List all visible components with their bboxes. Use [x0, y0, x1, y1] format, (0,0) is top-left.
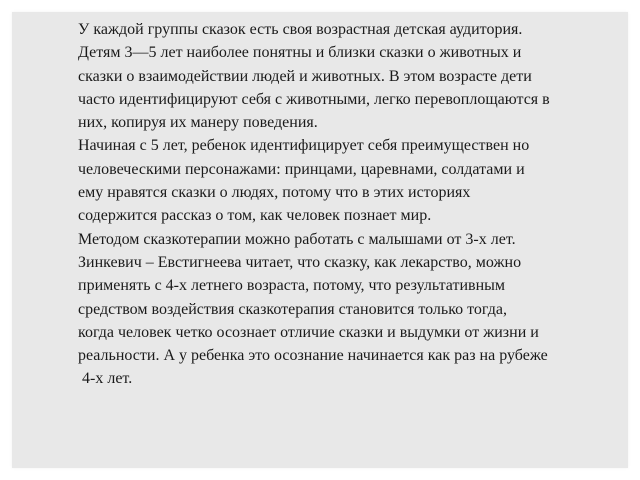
text-line-8: ему нравятся сказки о людях, потому что в этих историях	[78, 184, 471, 202]
text-line-5: них, копируя их манеру поведения.	[78, 114, 318, 132]
text-line-3: сказки о взаимодействии людей и животных. В этом возрасте дети	[78, 67, 532, 85]
text-line-6: Начиная с 5 лет, ребенок идентифицирует себя преимуществен но	[78, 137, 530, 155]
text-line-9: содержится рассказ о том, как человек познает мир.	[78, 207, 432, 225]
text-line-10: Методом сказкотерапии можно работать с малышами от 3-х лет.	[78, 230, 516, 248]
text-line-7: человеческими персонажами: принцами, царевнами, солдатами и	[78, 160, 525, 178]
text-line-16: 4-х лет.	[82, 370, 133, 388]
text-line-12: применять с 4-х летнего возраста, потому, что результативным	[78, 277, 506, 295]
text-line-14: когда человек четко осознает отличие сказки и выдумки от жизни и	[78, 323, 539, 341]
text-line-15: реальности. А у ребенка это осознание начинается как раз на рубеже	[78, 347, 548, 365]
text-line-2: Детям 3—5 лет наиболее понятны и близки сказки о животных и	[78, 44, 522, 62]
text-line-4: часто идентифицируют себя с животными, легко перевоплощаются в	[78, 90, 550, 108]
slide-text-block	[78, 18, 613, 391]
text-line-1: У каждой группы сказок есть своя возрастная детская аудитория.	[78, 21, 523, 38]
text-line-11: Зинкевич – Евстигнеева читает, что сказку, как лекарство, можно	[78, 253, 522, 271]
text-line-13: средством воздействия сказкотерапия становится только тогда,	[78, 300, 507, 318]
